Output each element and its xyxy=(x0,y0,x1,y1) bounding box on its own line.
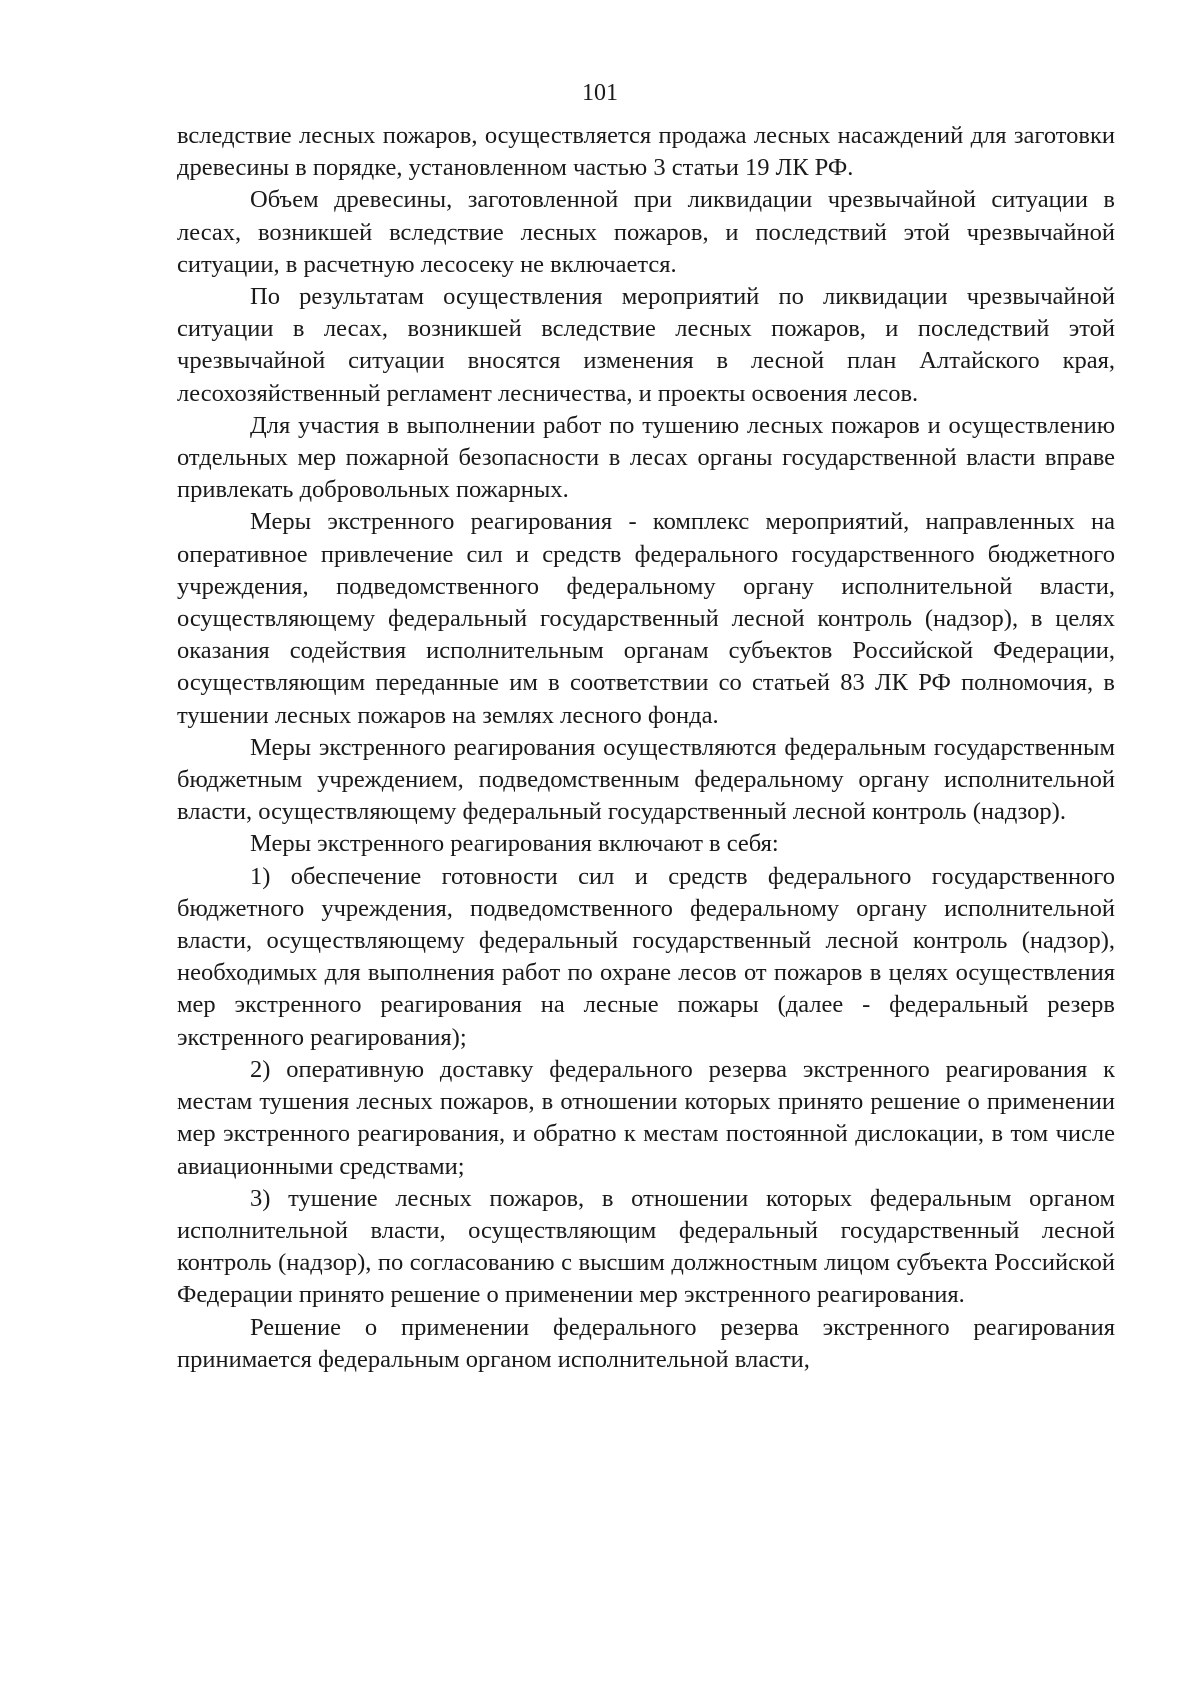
paragraph: вследствие лесных пожаров, осуществляется продажа лесных насаждений для заготовки древесины в порядке, установленном частью 3 статьи 19 ЛК РФ. xyxy=(177,122,1115,182)
paragraph: Для участия в выполнении работ по тушению лесных пожаров и осуществлению отдельных мер пожарной безопасности в лесах органы государственной власти вправе привлекать добровольных пожарных. xyxy=(177,411,1115,504)
paragraph: По результатам осуществления мероприятий по ликвидации чрезвычайной ситуации в лесах, возникшей вследствие лесных пожаров, и последствий этой чрезвычайной ситуации вносятся изменения в лесной план Алтайского края, лесохозяйственный регламент лесничества, и проекты освоения лесов. xyxy=(177,283,1115,407)
page-number: 101 xyxy=(582,80,618,106)
paragraph: Меры экстренного реагирования включают в себя: xyxy=(250,830,779,858)
paragraph: Объем древесины, заготовленной при ликвидации чрезвычайной ситуации в лесах, возникшей вследствие лесных пожаров, и последствий этой чрезвычайной ситуации, в расчетную лесосеку не включается. xyxy=(177,186,1115,278)
paragraph: Решение о применении федерального резерва экстренного реагирования принимается федеральным органом исполнительной власти, xyxy=(177,1313,1115,1373)
list-item-paragraph: 3) тушение лесных пожаров, в отношении которых федеральным органом исполнительной власти, осуществляющим федеральный государственный лесной контроль (надзор), по согласованию с высшим должностным лицом субъекта Российской Федерации принято решение о применении мер экстренного реагирования. xyxy=(177,1184,1115,1309)
list-item-paragraph: 1) обеспечение готовности сил и средств федерального государственного бюджетного учреждения, подведомственного федеральному органу исполнительной власти, осуществляющему федеральный государственный лесной контроль (надзор), необходимых для выполнения работ по охране лесов от пожаров в целях осуществления мер экстренного реагирования на лесные пожары (далее - федеральный резерв экстренного реагирования); xyxy=(177,862,1115,1051)
paragraph: Меры экстренного реагирования - комплекс мероприятий, направленных на оперативное привлечение сил и средств федерального государственного бюджетного учреждения, подведомственного федеральному органу исполнительной власти, осуществляющему федеральный государственный лесной контроль (надзор), в целях оказания содействия исполнительным органам субъектов Российской Федерации, осуществляющим переданные им в соответствии со статьей 83 ЛК РФ полномочия, в тушении лесных пожаров на землях лесного фонда. xyxy=(177,508,1115,729)
list-item-paragraph: 2) оперативную доставку федерального резерва экстренного реагирования к местам тушения лесных пожаров, в отношении которых принято решение о применении мер экстренного реагирования, и обратно к местам постоянной дислокации, в том числе авиационными средствами; xyxy=(177,1055,1115,1180)
document-body xyxy=(177,120,1115,1376)
paragraph: Меры экстренного реагирования осуществляются федеральным государственным бюджетным учреждением, подведомственным федеральному органу исполнительной власти, осуществляющему федеральный государственный лесной контроль (надзор). xyxy=(177,733,1115,826)
